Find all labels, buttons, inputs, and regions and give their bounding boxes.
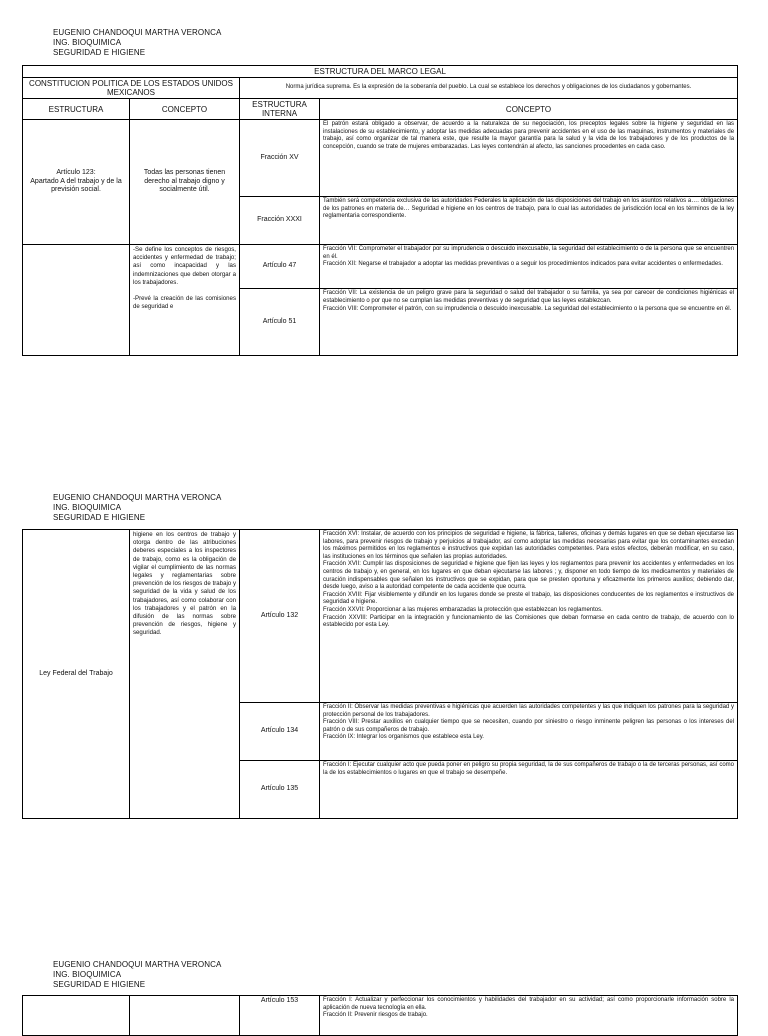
lft-concept-paragraph-1: -Se define los conceptos de riesgos, accidentes y enfermedad de trabajo; así como incapacidad y las indemnizaciones que deben otorgar a los trabajadores. bbox=[133, 246, 236, 286]
lft-concept-paragraph-2: -Prevé la creación de las comisiones de seguridad e bbox=[133, 295, 236, 311]
fraccion-xv-text: El patrón estará obligado a observar, de acuerdo a la naturaleza de su negociación, los preceptos legales sobre la higiene y seguridad en las instalaciones de su establecimiento, y adoptar las medidas adecuadas para prevenir accidentes en el uso de las maquinas, instrumentos y materiales de trabajo, así como organizar de tal manera este, que resulte la mayor garantía para la salud y la vida de los trabajadores y de los productos de la concepción, cuando se trate de mujeres embarazadas. Las leyes contendrán al afecto, las sanciones procedentes en cada caso. bbox=[320, 120, 738, 197]
article-47-label: Artículo 47 bbox=[240, 245, 320, 289]
subject-name: SEGURIDAD E HIGIENE bbox=[53, 513, 146, 522]
article-132-label: Artículo 132 bbox=[240, 530, 320, 703]
law-name-lft: Ley Federal del Trabajo bbox=[23, 530, 130, 819]
article-134-text: Fracción II: Observar las medidas preventivas e higiénicas que acuerden las autoridades competentes y las que indiquen los patrones para la seguridad y protección personal de los trabajadores. Fracción VIII: Prestar auxilios en cualquier tiempo que se necesiten, cuando por siniestro o riesgo inminente peligren las personas o los intereses del patrón o de sus compañeros de trabajo. Fracción IX: Integrar los organismos que establece esta Ley. bbox=[320, 703, 738, 761]
career-name: ING. BIOQUIMICA bbox=[53, 970, 122, 979]
empty-cell bbox=[130, 996, 240, 1036]
article-135-label: Artículo 135 bbox=[240, 761, 320, 819]
column-header-concepto: CONCEPTO bbox=[130, 99, 240, 120]
article-123-label: Artículo 123: Apartado A del trabajo y de la previsión social. bbox=[23, 120, 130, 245]
lft-concept-continued: higiene en los centros de trabajo y otorga dentro de las atribuciones deberes especiales a los inspectores de trabajo, como es la obligación de vigilar el cumplimiento de las normas legales y reglamentarias sobre prevención de los riesgos de trabajo y seguridad de la vida y salud de los trabajadores, así como colaborar con los trabajadores y el patrón en la difusión de las normas sobre prevención de riesgos, higiene y seguridad. bbox=[130, 530, 240, 819]
column-header-estructura: ESTRUCTURA bbox=[23, 99, 130, 120]
article-51-label: Artículo 51 bbox=[240, 289, 320, 356]
article-153-label: Artículo 153 bbox=[240, 996, 320, 1036]
column-header-estructura-interna: ESTRUCTURA INTERNA bbox=[240, 99, 320, 120]
law-definition: Norma jurídica suprema. Es la expresión de la soberanía del pueblo. La cual se establece los derechos y obligaciones de los ciudadanos y gobernantes. bbox=[240, 78, 738, 99]
legal-framework-table-1 bbox=[22, 65, 738, 356]
article-47-text: Fracción VII: Comprometer el trabajador por su imprudencia o descuido inexcusable, la seguridad del establecimiento o de la persona que se encuentren en él. Fracción XII: Negarse el trabajador a adoptar las medidas preventivas o a seguir los procedimientos indicados para evitar accidentes o enfermedades. bbox=[320, 245, 738, 289]
career-name: ING. BIOQUIMICA bbox=[53, 38, 122, 47]
article-132-text: Fracción XVI: Instalar, de acuerdo con los principios de seguridad e higiene, la fábrica, talleres, oficinas y demás lugares en que se deban ejecutarse las labores, para prevenir riesgos de trabajo y perjuicios al trabajador, así como adoptar las medidas necesarias para evitar que los contaminantes excedan los máximos permitidos en los reglamentos e instructivos que expidan las autoridades competentes. Para estos efectos, deberán modificar, en su caso, las instituciones en los términos que señalen las propias autoridades. Fracción XVII: Cumplir las disposiciones de seguridad e higiene que fijen las leyes y los reglamentos para prevenir los accidentes y enfermedades en los centros de trabajo y, en general, en los lugares en que deban ejecutarse las labores ; y, disponer en todo tiempo de los medicamentos y materiales de curación indispensables que señalen los instructivos que se expidan, para que se presten oportuna y eficazmente los primeros auxilios; debiendo dar, desde luego, aviso a la autoridad competente de cada accidente que ocurra. Fracción XVIII: Fijar visiblemente y difundir en los lugares donde se preste el trabajo, las disposiciones conducentes de los reglamentos e instructivos de seguridad e higiene. Fracción XXVII: Proporcionar a las mujeres embarazadas la protección que establezcan los reglamentos. Fracción XXVIII: Participar en la integración y funcionamiento de las Comisiones que deban formarse en cada centro de trabajo, de acuerdo con lo establecido por esta Ley. bbox=[320, 530, 738, 703]
article-153-text: Fracción I: Actualizar y perfeccionar los conocimientos y habilidades del trabajador en su actividad; así como proporcionarle información sobre la aplicación de nueva tecnología en ella. Fracción II: Prevenir riesgos de trabajo. bbox=[320, 996, 738, 1036]
column-header-concepto-2: CONCEPTO bbox=[320, 99, 738, 120]
subject-name: SEGURIDAD E HIGIENE bbox=[53, 48, 146, 57]
law-name: CONSTITUCION POLITICA DE LOS ESTADOS UNIDOS MEXICANOS bbox=[23, 78, 240, 99]
article-135-text: Fracción I: Ejecutar cualquier acto que pueda poner en peligro su propia seguridad, la de sus compañeros de trabajo o la de terceras personas, así como la de los establecimientos o lugares en que el trabajo se desempeñe. bbox=[320, 761, 738, 819]
page-header bbox=[53, 960, 221, 990]
fraccion-xxxi-label: Fracción XXXI bbox=[240, 197, 320, 245]
empty-cell bbox=[23, 996, 130, 1036]
author-name: EUGENIO CHANDOQUI MARTHA VERONCA bbox=[53, 960, 222, 969]
article-134-label: Artículo 134 bbox=[240, 703, 320, 761]
page-header bbox=[53, 28, 221, 58]
fraccion-xv-label: Fracción XV bbox=[240, 120, 320, 197]
fraccion-xxxi-text: También será competencia exclusiva de las autoridades Federales la aplicación de las disposiciones del trabajo en los asuntos relativos a…. obligaciones de los patrones en materia de… Seguridad e higiene en los centros de trabajo, para lo cual las autoridades de jurisdicción local en los términos de la ley reglamentaria correspondiente. bbox=[320, 197, 738, 245]
legal-framework-table-3 bbox=[22, 995, 738, 1036]
career-name: ING. BIOQUIMICA bbox=[53, 503, 122, 512]
table-title: ESTRUCTURA DEL MARCO LEGAL bbox=[23, 66, 738, 78]
lft-concept-cell bbox=[130, 245, 240, 356]
article-51-text: Fracción VII: La existencia de un peligro grave para la seguridad o salud del trabajador o su familia, ya sea por carecer de condiciones higiénicas el establecimiento o por que no se cumplan las medidas preventivas y de seguridad que las leyes establezcan. Fracción VIII: Comprometer el patrón, con su imprudencia o descuido inexcusable. La seguridad del establecimiento o la persona que se encuentre en él. bbox=[320, 289, 738, 356]
author-name: EUGENIO CHANDOQUI MARTHA VERONCA bbox=[53, 28, 222, 37]
page-header bbox=[53, 493, 221, 523]
author-name: EUGENIO CHANDOQUI MARTHA VERONCA bbox=[53, 493, 222, 502]
article-123-concept: Todas las personas tienen derecho al trabajo digno y socialmente útil. bbox=[130, 120, 240, 245]
legal-framework-table-2 bbox=[22, 529, 738, 819]
lft-label-empty bbox=[23, 245, 130, 356]
subject-name: SEGURIDAD E HIGIENE bbox=[53, 980, 146, 989]
